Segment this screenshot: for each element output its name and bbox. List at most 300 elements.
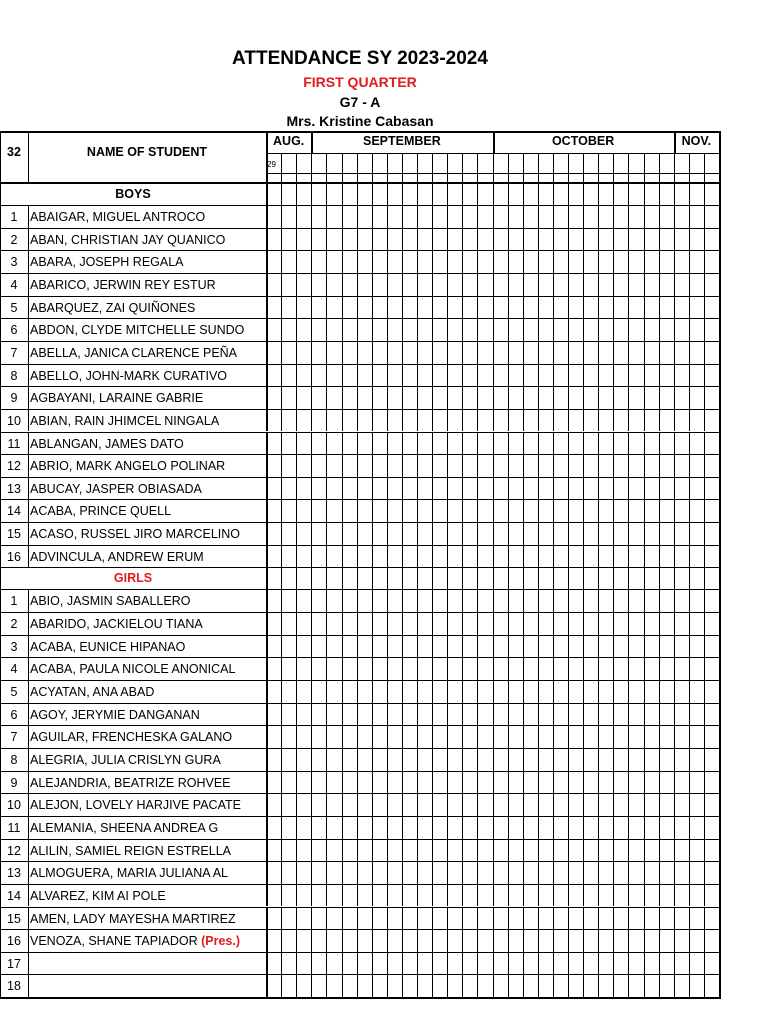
day-column-divider <box>296 153 297 183</box>
day-column-divider <box>493 153 494 183</box>
day-column-divider <box>357 839 358 862</box>
day-column-divider <box>342 974 343 997</box>
day-column-divider <box>568 793 569 816</box>
day-column-divider <box>432 657 433 680</box>
number-column-divider <box>28 432 29 455</box>
day-column-divider <box>432 635 433 658</box>
day-column-divider <box>628 929 629 952</box>
day-column-divider <box>432 477 433 500</box>
day-column-divider <box>583 974 584 997</box>
day-column-divider <box>704 771 705 794</box>
row-number: 12 <box>7 843 21 858</box>
day-column-divider <box>326 296 327 319</box>
day-column-divider <box>447 725 448 748</box>
day-column-divider <box>432 228 433 251</box>
day-column-divider <box>281 341 282 364</box>
day-column-divider <box>704 183 705 205</box>
day-column-divider <box>296 589 297 612</box>
day-column-divider <box>462 545 463 568</box>
name-column-divider <box>266 725 268 748</box>
row-divider <box>0 793 719 794</box>
day-column-divider <box>613 748 614 771</box>
day-column-divider <box>553 386 554 409</box>
day-column-divider <box>583 793 584 816</box>
day-column-divider <box>296 816 297 839</box>
row-number: 2 <box>10 232 18 247</box>
day-column-divider <box>553 612 554 635</box>
day-column-divider <box>326 793 327 816</box>
day-column-divider <box>628 454 629 477</box>
day-column-divider <box>553 680 554 703</box>
day-column-divider <box>281 250 282 273</box>
day-column-divider <box>387 567 388 589</box>
day-column-divider <box>674 522 675 545</box>
day-column-divider <box>583 432 584 455</box>
day-column-divider <box>417 839 418 862</box>
day-column-divider <box>477 771 478 794</box>
row-divider <box>0 861 719 862</box>
day-column-divider <box>538 153 539 183</box>
day-column-divider <box>281 296 282 319</box>
day-column-divider <box>628 703 629 726</box>
day-column-divider <box>689 341 690 364</box>
day-column-divider <box>357 228 358 251</box>
day-column-divider <box>644 477 645 500</box>
day-column-divider <box>644 771 645 794</box>
day-column-divider <box>447 952 448 975</box>
day-column-divider <box>523 748 524 771</box>
day-column-divider <box>689 296 690 319</box>
day-column-divider <box>553 816 554 839</box>
day-column-divider <box>462 273 463 296</box>
day-column-divider <box>326 183 327 205</box>
day-column-divider <box>613 589 614 612</box>
day-column-divider <box>538 771 539 794</box>
day-column-divider <box>493 929 494 952</box>
day-column-divider <box>628 296 629 319</box>
number-column-divider <box>28 341 29 364</box>
day-column-divider <box>689 318 690 341</box>
day-column-divider <box>704 341 705 364</box>
day-column-divider <box>462 183 463 205</box>
day-column-divider <box>357 974 358 997</box>
day-column-divider <box>477 545 478 568</box>
day-column-divider <box>462 612 463 635</box>
day-column-divider <box>372 907 373 930</box>
day-column-divider <box>296 409 297 432</box>
day-column-divider <box>659 635 660 658</box>
day-column-divider <box>311 612 312 635</box>
row-divider <box>0 341 719 342</box>
day-column-divider <box>462 589 463 612</box>
day-column-divider <box>402 499 403 522</box>
day-column-divider <box>644 153 645 183</box>
day-column-divider <box>644 589 645 612</box>
day-column-divider <box>568 364 569 387</box>
row-divider <box>0 635 719 636</box>
month-label: AUG. <box>273 134 305 148</box>
day-column-divider <box>628 228 629 251</box>
day-column-divider <box>568 952 569 975</box>
day-column-divider <box>357 952 358 975</box>
day-column-divider <box>462 884 463 907</box>
day-column-divider <box>357 567 358 589</box>
day-column-divider <box>417 522 418 545</box>
student-name: AGOY, JERYMIE DANGANAN <box>30 707 200 722</box>
day-column-divider <box>296 499 297 522</box>
day-column-divider <box>704 703 705 726</box>
day-column-divider <box>342 839 343 862</box>
day-column-divider <box>387 499 388 522</box>
day-column-divider <box>508 364 509 387</box>
day-column-divider <box>553 477 554 500</box>
day-column-divider <box>568 703 569 726</box>
day-column-divider <box>644 748 645 771</box>
day-column-divider <box>598 816 599 839</box>
day-column-divider <box>704 793 705 816</box>
day-column-divider <box>311 635 312 658</box>
day-column-divider <box>311 409 312 432</box>
row-divider <box>0 816 719 817</box>
day-column-divider <box>613 432 614 455</box>
day-column-divider <box>296 907 297 930</box>
day-column-divider <box>477 725 478 748</box>
day-column-divider <box>538 228 539 251</box>
day-column-divider <box>523 183 524 205</box>
day-column-divider <box>402 432 403 455</box>
row-divider <box>0 499 719 500</box>
day-column-divider <box>689 432 690 455</box>
day-column-divider <box>281 183 282 205</box>
day-column-divider <box>598 861 599 884</box>
day-column-divider <box>674 929 675 952</box>
day-column-divider <box>674 432 675 455</box>
row-divider <box>0 657 719 658</box>
day-column-divider <box>387 409 388 432</box>
day-column-divider <box>523 771 524 794</box>
day-column-divider <box>704 273 705 296</box>
day-column-divider <box>326 432 327 455</box>
name-column-divider <box>266 273 268 296</box>
day-column-divider <box>296 771 297 794</box>
row-number: 9 <box>10 775 18 790</box>
day-column-divider <box>296 228 297 251</box>
day-column-divider <box>659 522 660 545</box>
day-column-divider <box>613 816 614 839</box>
day-column-divider <box>598 318 599 341</box>
day-column-divider <box>538 725 539 748</box>
day-column-divider <box>704 567 705 589</box>
day-column-divider <box>326 477 327 500</box>
day-column-divider <box>372 250 373 273</box>
day-column-divider <box>628 816 629 839</box>
day-column-divider <box>387 273 388 296</box>
day-column-divider <box>477 341 478 364</box>
day-column-divider <box>281 477 282 500</box>
row-number: 7 <box>10 345 18 360</box>
name-column-divider <box>266 205 268 228</box>
day-column-divider <box>538 884 539 907</box>
day-column-divider <box>704 635 705 658</box>
day-column-divider <box>326 884 327 907</box>
day-column-divider <box>568 612 569 635</box>
day-column-divider <box>447 153 448 183</box>
day-column-divider <box>477 907 478 930</box>
day-column-divider <box>538 703 539 726</box>
day-column-divider <box>296 454 297 477</box>
day-column-divider <box>704 386 705 409</box>
day-column-divider <box>613 839 614 862</box>
student-name: ALMOGUERA, MARIA JULIANA AL <box>30 866 228 881</box>
day-column-divider <box>613 341 614 364</box>
day-column-divider <box>372 657 373 680</box>
day-column-divider <box>462 318 463 341</box>
day-column-divider <box>628 952 629 975</box>
day-column-divider <box>628 793 629 816</box>
day-column-divider <box>508 205 509 228</box>
day-column-divider <box>674 477 675 500</box>
day-column-divider <box>326 250 327 273</box>
boys-label: BOYS <box>115 187 151 201</box>
day-column-divider <box>402 454 403 477</box>
day-column-divider <box>704 228 705 251</box>
student-name: ABRIO, MARK ANGELO POLINAR <box>30 459 226 474</box>
day-column-divider <box>583 839 584 862</box>
day-column-divider <box>387 432 388 455</box>
day-column-divider <box>372 793 373 816</box>
day-column-divider <box>387 703 388 726</box>
day-column-divider <box>538 567 539 589</box>
day-column-divider <box>523 589 524 612</box>
day-column-divider <box>387 771 388 794</box>
day-column-divider <box>296 929 297 952</box>
student-name: ABUCAY, JASPER OBIASADA <box>30 481 202 496</box>
number-column-divider <box>28 228 29 251</box>
day-column-divider <box>598 545 599 568</box>
day-column-divider <box>432 839 433 862</box>
day-column-divider <box>523 612 524 635</box>
day-column-divider <box>462 816 463 839</box>
day-column-divider <box>523 432 524 455</box>
day-column-divider <box>372 612 373 635</box>
day-column-divider <box>628 386 629 409</box>
name-column-divider <box>266 884 268 907</box>
day-column-divider <box>583 816 584 839</box>
day-column-divider <box>523 657 524 680</box>
day-column-divider <box>281 816 282 839</box>
day-column-divider <box>628 341 629 364</box>
day-column-divider <box>372 567 373 589</box>
day-column-divider <box>538 545 539 568</box>
day-column-divider <box>402 296 403 319</box>
day-column-divider <box>432 680 433 703</box>
day-column-divider <box>372 183 373 205</box>
day-column-divider <box>568 228 569 251</box>
day-column-divider <box>447 612 448 635</box>
day-column-divider <box>296 341 297 364</box>
day-column-divider <box>553 228 554 251</box>
day-column-divider <box>659 153 660 183</box>
day-column-divider <box>704 522 705 545</box>
day-column-divider <box>583 273 584 296</box>
day-column-divider <box>281 657 282 680</box>
day-column-divider <box>598 522 599 545</box>
day-column-divider <box>281 703 282 726</box>
day-column-divider <box>568 680 569 703</box>
day-column-divider <box>281 522 282 545</box>
day-column-divider <box>357 884 358 907</box>
day-column-divider <box>704 839 705 862</box>
student-name: ALEJON, LOVELY HARJIVE PACATE <box>30 798 241 813</box>
day-column-divider <box>598 952 599 975</box>
day-column-divider <box>628 250 629 273</box>
day-column-divider <box>493 228 494 251</box>
day-column-divider <box>508 771 509 794</box>
day-column-divider <box>659 386 660 409</box>
day-column-divider <box>508 477 509 500</box>
day-column-divider <box>598 974 599 997</box>
day-column-divider <box>342 250 343 273</box>
day-column-divider <box>296 522 297 545</box>
day-column-divider <box>493 635 494 658</box>
row-divider <box>0 839 719 840</box>
day-column-divider <box>477 432 478 455</box>
row-number: 7 <box>10 730 18 745</box>
day-column-divider <box>538 657 539 680</box>
day-column-divider <box>613 657 614 680</box>
day-column-divider <box>342 589 343 612</box>
day-column-divider <box>628 364 629 387</box>
day-column-divider <box>417 273 418 296</box>
day-column-divider <box>432 861 433 884</box>
day-column-divider <box>493 907 494 930</box>
day-column-divider <box>342 364 343 387</box>
day-column-divider <box>508 250 509 273</box>
day-column-divider <box>477 318 478 341</box>
day-column-divider <box>704 545 705 568</box>
day-column-divider <box>613 454 614 477</box>
day-column-divider <box>553 952 554 975</box>
day-column-divider <box>372 680 373 703</box>
day-column-divider <box>311 454 312 477</box>
day-column-divider <box>447 545 448 568</box>
day-column-divider <box>477 205 478 228</box>
day-column-divider <box>628 432 629 455</box>
day-column-divider <box>674 567 675 589</box>
day-column-divider <box>432 567 433 589</box>
name-column-divider <box>266 318 268 341</box>
day-column-divider <box>508 522 509 545</box>
day-column-divider <box>417 477 418 500</box>
row-divider <box>0 228 719 229</box>
row-divider <box>0 974 719 975</box>
student-name: ABIO, JASMIN SABALLERO <box>30 594 191 609</box>
day-column-divider <box>689 273 690 296</box>
number-column-divider <box>28 907 29 930</box>
day-column-divider <box>508 952 509 975</box>
name-column-divider <box>266 612 268 635</box>
day-column-divider <box>387 228 388 251</box>
day-column-divider <box>477 612 478 635</box>
day-column-divider <box>628 725 629 748</box>
day-column-divider <box>689 567 690 589</box>
student-name: AGBAYANI, LARAINE GABRIE <box>30 391 204 406</box>
day-column-divider <box>402 228 403 251</box>
day-column-divider <box>462 250 463 273</box>
name-column-divider <box>266 861 268 884</box>
day-column-divider <box>598 793 599 816</box>
day-column-divider <box>447 748 448 771</box>
day-column-divider <box>447 567 448 589</box>
table-border-top <box>0 131 720 133</box>
day-column-divider <box>417 499 418 522</box>
day-column-divider <box>568 907 569 930</box>
day-column-divider <box>598 567 599 589</box>
day-column-divider <box>689 748 690 771</box>
president-note: (Pres.) <box>197 934 241 949</box>
day-column-divider <box>644 952 645 975</box>
month-label: SEPTEMBER <box>362 134 441 148</box>
day-column-divider <box>553 341 554 364</box>
day-column-divider <box>523 477 524 500</box>
day-column-divider <box>628 771 629 794</box>
name-column-divider <box>266 477 268 500</box>
day-column-divider <box>659 454 660 477</box>
day-column-divider <box>523 273 524 296</box>
number-column-divider <box>28 250 29 273</box>
row-divider <box>0 432 719 433</box>
day-column-divider <box>387 816 388 839</box>
day-column-divider <box>281 409 282 432</box>
day-column-divider <box>296 861 297 884</box>
day-column-divider <box>704 929 705 952</box>
day-column-divider <box>583 318 584 341</box>
day-column-divider <box>357 793 358 816</box>
number-column-divider <box>28 657 29 680</box>
day-column-divider <box>598 205 599 228</box>
day-column-divider <box>598 296 599 319</box>
day-column-divider <box>644 409 645 432</box>
day-column-divider <box>568 409 569 432</box>
day-column-divider <box>417 250 418 273</box>
day-column-divider <box>659 974 660 997</box>
section-label: G7 - A <box>339 94 381 110</box>
day-column-divider <box>674 364 675 387</box>
day-column-divider <box>553 522 554 545</box>
number-column-divider <box>28 680 29 703</box>
row-number: 8 <box>10 752 18 767</box>
day-column-divider <box>387 153 388 183</box>
day-column-divider <box>613 907 614 930</box>
day-column-divider <box>644 680 645 703</box>
day-column-divider <box>477 153 478 183</box>
row-number: 3 <box>10 639 18 654</box>
day-column-divider <box>447 589 448 612</box>
day-column-divider <box>523 250 524 273</box>
day-column-divider <box>447 884 448 907</box>
day-column-divider <box>342 341 343 364</box>
day-column-divider <box>311 153 312 183</box>
name-column-divider <box>266 522 268 545</box>
day-column-divider <box>477 499 478 522</box>
day-column-divider <box>326 386 327 409</box>
row-divider <box>0 409 719 410</box>
day-column-divider <box>402 680 403 703</box>
day-column-divider <box>417 183 418 205</box>
day-column-divider <box>357 153 358 183</box>
day-column-divider <box>281 567 282 589</box>
day-column-divider <box>372 748 373 771</box>
